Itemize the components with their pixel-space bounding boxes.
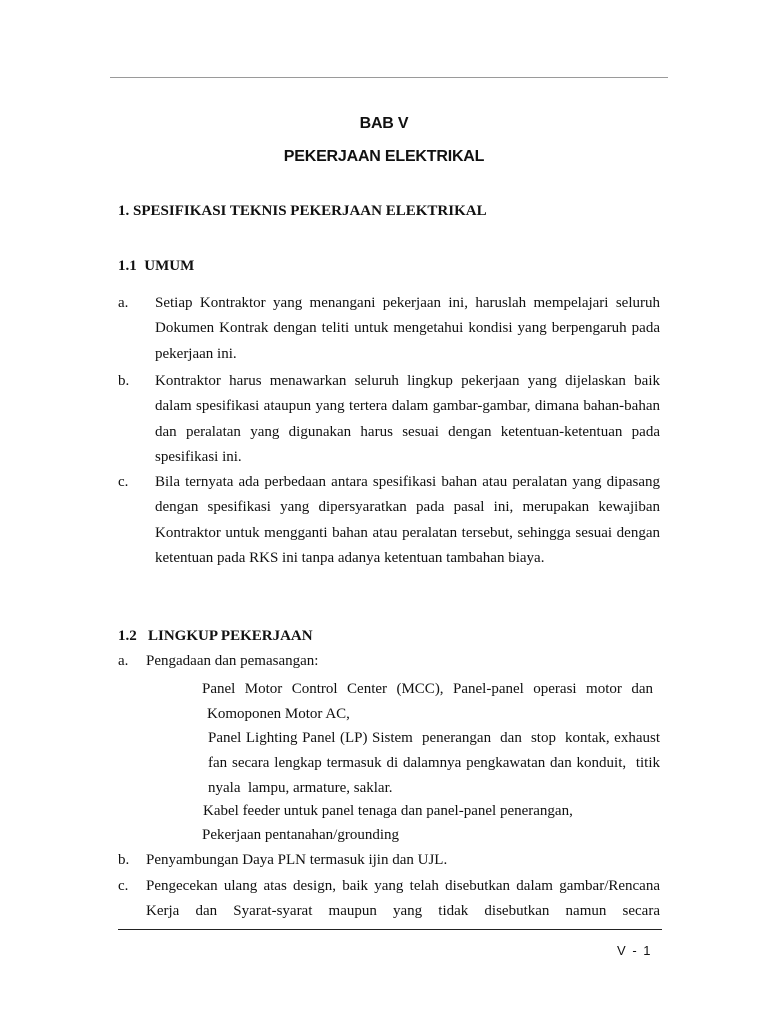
list-item-text: Setiap Kontraktor yang menangani pekerjaan ini, haruslah mempelajari seluruh Dokumen Kontrak dengan teliti untuk mengetahui kondisi yang berpengaruh pada pekerjaan ini. xyxy=(155,295,660,362)
header-rule xyxy=(110,77,668,78)
sub-item-text: Kabel feeder untuk panel tenaga dan panel-panel penerangan, xyxy=(203,803,573,819)
item-letter: a. xyxy=(118,653,129,669)
sub-item-text: Pekerjaan pentanahan/grounding xyxy=(202,827,400,843)
item-letter: c. xyxy=(118,474,129,490)
item-letter: b. xyxy=(118,852,130,868)
list-item-text: Pengecekan ulang atas design, baik yang telah disebutkan dalam gambar/Rencana Kerja dan Syarat-syarat maupun yang tidak disebutkan namun secara xyxy=(146,878,660,919)
sub-item-text: Panel Motor Control Center (MCC), Panel-panel operasi motor dan Komoponen Motor AC, xyxy=(202,681,653,722)
section-heading-1-1: 1.1 UMUM xyxy=(118,258,195,274)
footer-rule xyxy=(118,929,662,930)
sub-item-text: Panel Lighting Panel (LP) Sistem penerangan dan stop kontak, exhaust fan secara lengkap termasuk di dalamnya pengkawatan dan konduit, titik nyala lampu, armature, saklar. xyxy=(208,730,668,796)
list-item-text: Bila ternyata ada perbedaan antara spesifikasi bahan atau peralatan yang dipasang dengan spesifikasi yang dipersyaratkan pada pasal ini, merupakan kewajiban Kontraktor untuk mengganti bahan atau peralatan tersebut, sehingga sesuai dengan ketentuan pada RKS ini tanpa adanya ketentuan tambahan biaya. xyxy=(155,474,660,567)
item-letter: a. xyxy=(118,295,129,311)
chapter-title: PEKERJAAN ELEKTRIKAL xyxy=(283,148,485,165)
list-item-text: Penyambungan Daya PLN termasuk ijin dan UJL. xyxy=(146,852,448,868)
item-letter: b. xyxy=(118,373,130,389)
page-number: V - 1 xyxy=(617,943,652,958)
item-letter: c. xyxy=(118,878,129,894)
list-item-text: Pengadaan dan pemasangan: xyxy=(146,653,319,669)
section-heading-1-2: 1.2 LINGKUP PEKERJAAN xyxy=(118,628,313,644)
section-heading-1: 1. SPESIFIKASI TEKNIS PEKERJAAN ELEKTRIKAL xyxy=(118,203,487,219)
list-item-text: Kontraktor harus menawarkan seluruh lingkup pekerjaan yang dijelaskan baik dalam spesifikasi ataupun yang tertera dalam gambar-gambar, dimana bahan-bahan dan peralatan yang digunakan harus sesuai dengan ketentuan-ketentuan pada spesifikasi ini. xyxy=(155,373,660,466)
chapter-label: BAB V xyxy=(359,115,409,132)
